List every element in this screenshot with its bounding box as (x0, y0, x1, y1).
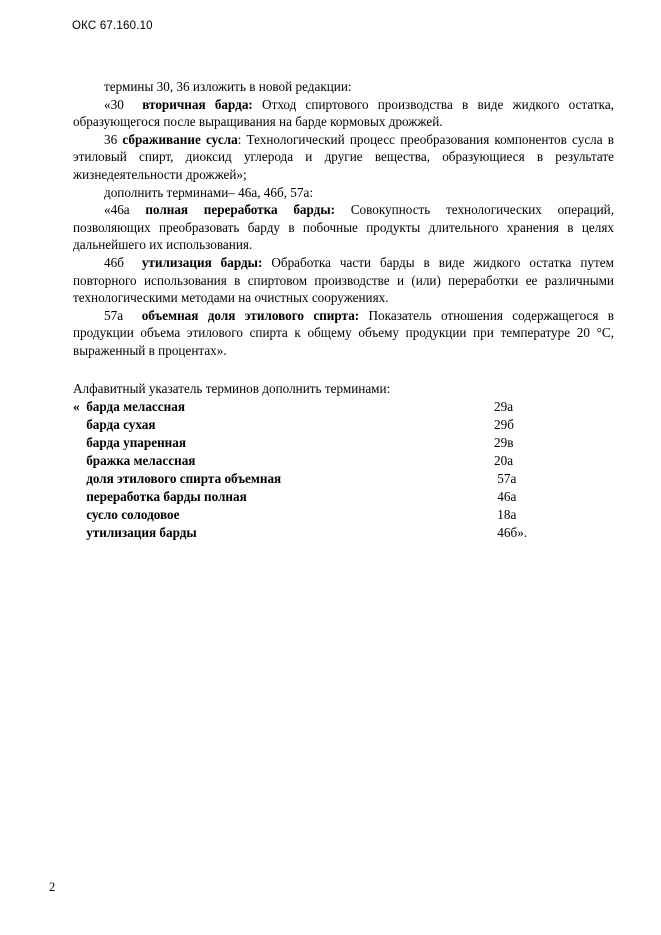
index-term: бражка мелассная (73, 453, 196, 469)
index-code: 29в (494, 435, 514, 451)
index-row (73, 506, 614, 524)
index-term: барда упаренная (73, 435, 186, 451)
term-name: утилизация барды: (141, 254, 263, 270)
index-row (73, 452, 614, 470)
index-heading: Алфавитный указатель терминов дополнить терминами: (73, 380, 391, 396)
index-term: барда сухая (73, 417, 156, 433)
term-46b-paragraph (73, 254, 614, 307)
term-46a-paragraph (73, 201, 614, 254)
index-term: доля этилового спирта объемная (73, 471, 282, 487)
index-code: 18а (494, 507, 517, 523)
term-57a-paragraph (73, 307, 614, 360)
index-code: 20а (494, 453, 514, 469)
term-number: «30 (104, 96, 143, 112)
index-row (73, 434, 614, 452)
term-number: 46б (104, 254, 142, 270)
term-name: сбраживание сусла (122, 131, 238, 147)
term-definition: Совокупность технологических операций, позволяющих преобразовать барду в побочные продукты длительного хранения в целях дальнейшего их использования. (73, 202, 614, 253)
index-row (73, 470, 614, 488)
index-row (73, 398, 614, 416)
term-36-paragraph (73, 131, 614, 184)
document-code: ОКС 67.160.10 (72, 20, 153, 32)
term-number: «46а (104, 202, 146, 218)
index-row (73, 488, 614, 506)
term-index-table (73, 398, 614, 542)
index-term: утилизация барды (73, 525, 197, 541)
index-row (73, 524, 614, 542)
document-body (73, 78, 614, 542)
index-code: 46б». (494, 525, 528, 541)
index-code: 29б (494, 417, 514, 433)
index-code: 29а (494, 399, 514, 415)
term-name: вторичная барда: (142, 96, 253, 112)
page-number: 2 (49, 880, 56, 894)
term-definition: Показатель отношения содержащегося в продукции объема этилового спирта к общему объему продукции при температуре 20 °С, выраженный в процентах». (73, 307, 614, 358)
term-definition: : Технологический процесс преобразования компонентов сусла в этиловый спирт, диоксид углерода и другие вещества, образующиеся в результате жизнедеятельности дрожжей»; (73, 131, 614, 182)
index-term: переработка барды полная (73, 489, 247, 505)
term-name: объемная доля этилового спирта: (141, 307, 360, 323)
paragraph-add-terms: дополнить терминами– 46а, 46б, 57а: (104, 184, 313, 200)
term-number: 36 (104, 131, 123, 147)
paragraph-intro-30-36: термины 30, 36 изложить в новой редакции: (104, 79, 352, 94)
index-code: 57а (494, 471, 517, 487)
index-code: 46а (494, 489, 517, 505)
term-definition: Отход спиртового производства в виде жидкого остатка, образующегося после выращивания на барде кормовых дрожжей. (73, 96, 614, 130)
term-30-paragraph (73, 96, 614, 131)
term-definition: Обработка части барды в виде жидкого остатка путем повторного использования в спиртовом производстве и (или) переработки ее различными технологическими методами на очистных сооружениях. (73, 254, 614, 306)
index-row (73, 416, 614, 434)
spacer (73, 360, 614, 380)
index-term: сусло солодовое (73, 507, 180, 523)
index-term: « барда мелассная (73, 399, 185, 415)
term-number: 57а (104, 307, 142, 323)
term-name: полная переработка барды: (145, 202, 336, 218)
